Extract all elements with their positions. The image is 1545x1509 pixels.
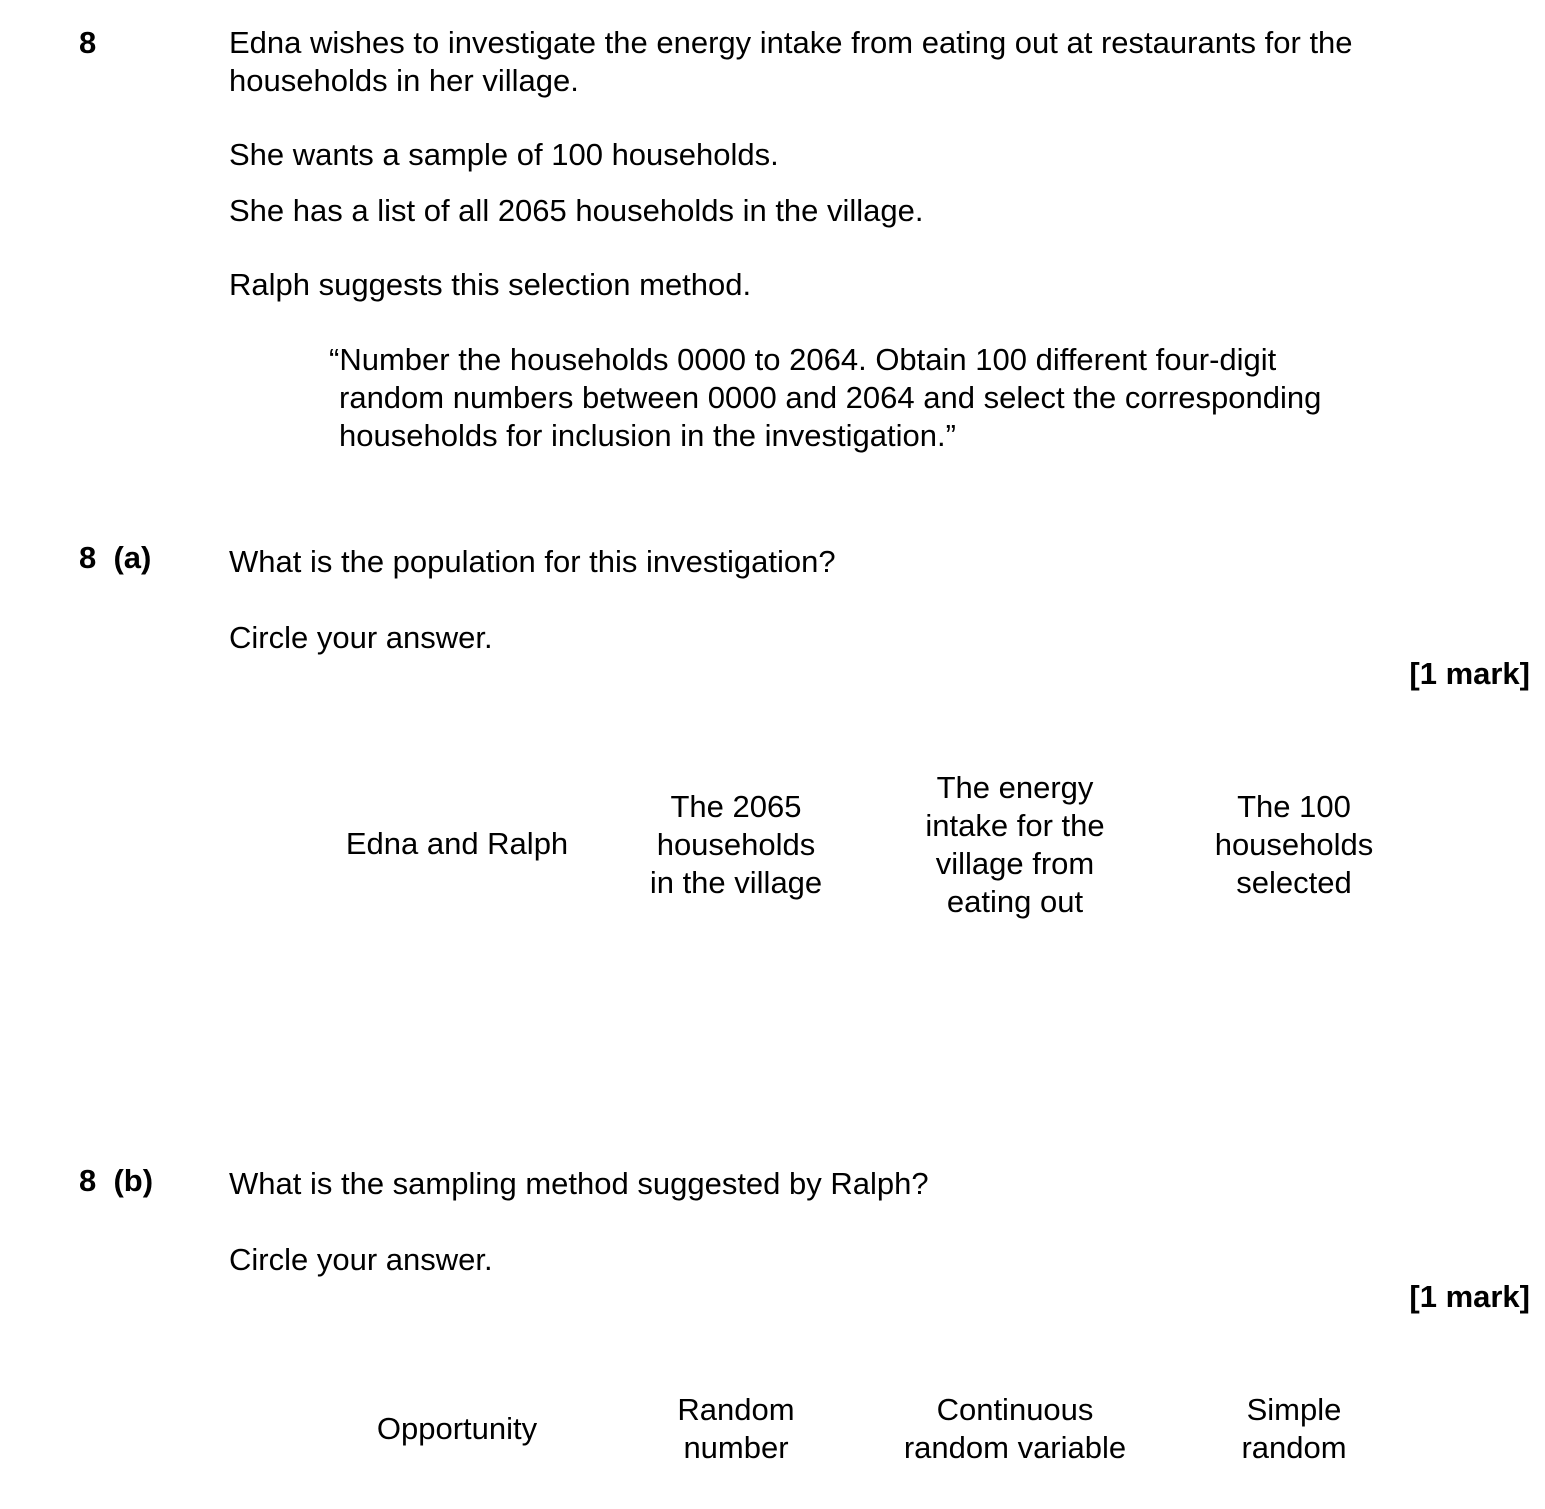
option-text: households bbox=[656, 827, 816, 862]
selection-method-intro: Ralph suggests this selection method. bbox=[229, 267, 752, 302]
part-a-letter: (a) bbox=[113, 540, 152, 575]
option-text: Random bbox=[677, 1392, 795, 1427]
question-number: 8 bbox=[79, 25, 97, 60]
household-list-statement: She has a list of all 2065 households in the village. bbox=[229, 193, 924, 228]
option-text: village from bbox=[935, 846, 1095, 881]
option-text: households bbox=[1214, 827, 1374, 862]
option-text: Continuous bbox=[936, 1392, 1094, 1427]
option-text: Opportunity bbox=[376, 1411, 538, 1446]
part-b-instruction: Circle your answer. bbox=[229, 1242, 493, 1277]
option-100-households[interactable] bbox=[1164, 788, 1424, 902]
option-random-number[interactable] bbox=[606, 1391, 866, 1467]
part-b-marks: [1 mark] bbox=[1409, 1279, 1530, 1314]
part-b-number: 8 bbox=[79, 1163, 97, 1198]
part-a-prompt: What is the population for this investigation? bbox=[229, 544, 836, 579]
option-text: intake for the bbox=[925, 808, 1105, 843]
option-text: The 2065 bbox=[670, 789, 802, 824]
part-b-letter: (b) bbox=[113, 1163, 154, 1198]
option-text: selected bbox=[1236, 865, 1352, 900]
option-continuous-random-variable[interactable] bbox=[885, 1391, 1145, 1467]
option-2065-households[interactable] bbox=[606, 788, 866, 902]
option-text: random bbox=[1241, 1430, 1347, 1465]
option-text: Simple bbox=[1246, 1392, 1342, 1427]
part-b-label bbox=[79, 1162, 153, 1200]
intro-line: Edna wishes to investigate the energy intake from eating out at restaurants for the bbox=[229, 25, 1353, 60]
part-a-label bbox=[79, 539, 151, 577]
sample-size-statement: She wants a sample of 100 households. bbox=[229, 137, 779, 172]
part-a-marks: [1 mark] bbox=[1409, 656, 1530, 691]
option-text: random variable bbox=[903, 1430, 1127, 1465]
quote-line: households for inclusion in the investigation.” bbox=[339, 418, 956, 453]
option-simple-random[interactable] bbox=[1164, 1391, 1424, 1467]
part-b-prompt: What is the sampling method suggested by Ralph? bbox=[229, 1166, 929, 1201]
option-opportunity[interactable] bbox=[327, 1410, 587, 1448]
option-text: The 100 bbox=[1237, 789, 1351, 824]
part-a-number: 8 bbox=[79, 540, 97, 575]
quote-line: random numbers between 0000 and 2064 and select the corresponding bbox=[339, 380, 1322, 415]
part-a-instruction: Circle your answer. bbox=[229, 620, 493, 655]
quote-line: “Number the households 0000 to 2064. Obtain 100 different four-digit bbox=[329, 342, 1277, 377]
intro-line: households in her village. bbox=[229, 63, 579, 98]
option-text: Edna and Ralph bbox=[345, 826, 569, 861]
ralph-quote bbox=[329, 341, 1449, 455]
option-text: eating out bbox=[946, 884, 1084, 919]
question-intro bbox=[229, 24, 1489, 100]
option-edna-and-ralph[interactable] bbox=[327, 825, 587, 863]
option-text: in the village bbox=[649, 865, 823, 900]
option-text: The energy bbox=[936, 770, 1094, 805]
option-energy-intake[interactable] bbox=[885, 769, 1145, 921]
option-text: number bbox=[683, 1430, 789, 1465]
